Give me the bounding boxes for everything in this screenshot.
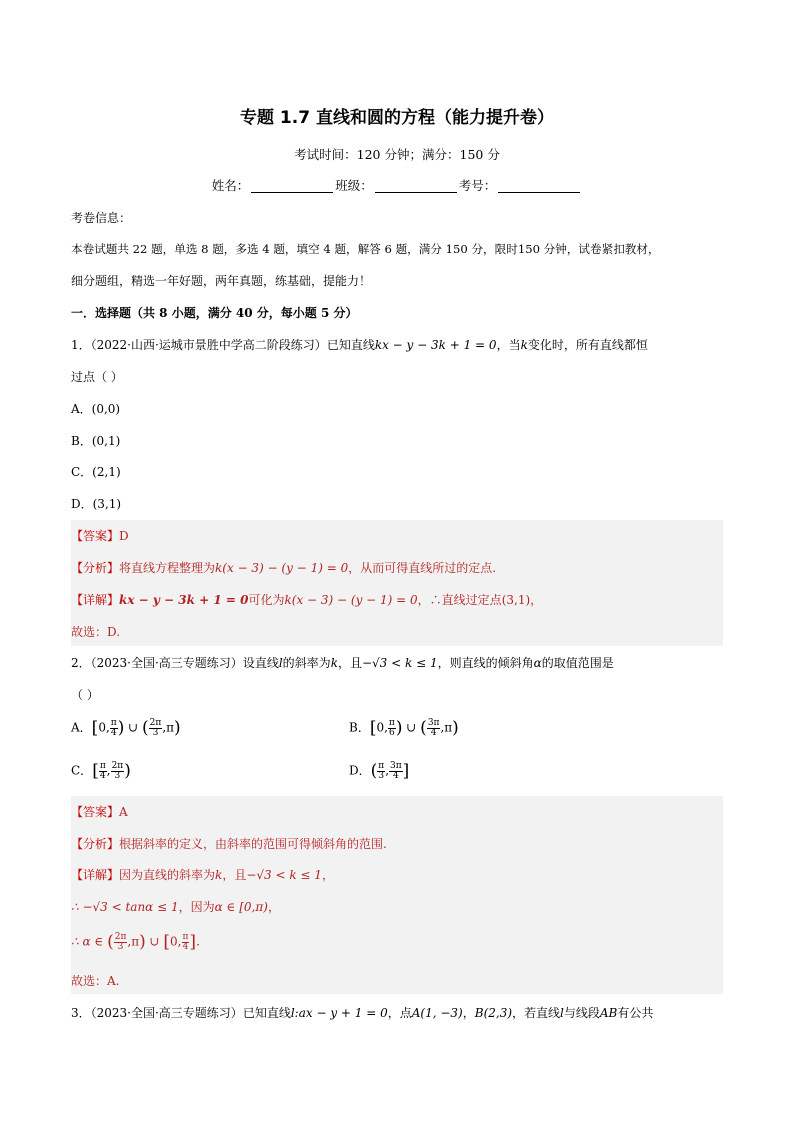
name-blank[interactable] [251,179,333,193]
q1-choose: 故选：D. [71,625,121,639]
q1-option-c[interactable]: C．(2,1) [71,465,121,479]
q3-var: l [560,1006,564,1020]
analysis-label: 【分析】 [71,561,120,575]
class-blank[interactable] [375,179,457,193]
detail-eq: k(x − 3) − (y − 1) = 0 [284,593,418,607]
q3-equation: l:ax − y + 1 = 0 [290,1006,388,1020]
q1-source: （2022·山西·运城市景胜中学高二阶段练习） [90,338,327,352]
detail-text: ， [530,593,543,607]
q2-detail-2 [71,898,280,915]
detail-point: (3,1) [501,593,531,607]
option-label: A． [71,720,92,735]
q2-text: 设直线 [242,656,279,670]
q2-option-a[interactable]: A．[0, $\frac{\pi}{4}$ ) ∪ ( $\frac{2\pi}{3}$ ,π) [71,717,181,738]
q1-analysis [71,559,496,576]
detail-text: ，∴直线过定点 [417,593,502,607]
q2-choose: 故选：A. [71,974,120,988]
q1-option-d[interactable]: D．(3,1) [71,497,122,511]
q3-stem [71,1004,653,1021]
q1-answer-box [71,520,723,646]
exam-info-line-2: 细分题组，精选一年好题，两年真题，练基础，提能力！ [71,274,372,288]
q1-option-a[interactable]: A．(0,0) [71,402,121,416]
q2-option-d[interactable]: D．( $\frac{\pi}{3}$ , $\frac{3\pi}{4}$ ] [349,760,410,781]
detail-text: 可化为 [248,593,285,607]
q2-number: 2． [71,656,91,670]
q3-text: ， [462,1006,475,1020]
q1-stem [71,336,648,353]
analysis-text: ，从而可得直线所过的定点. [348,561,497,575]
detail-text: ， [321,868,334,882]
q2-option-c[interactable]: C．[ $\frac{\pi}{4}$ , $\frac{2\pi}{3}$ ) [71,760,131,781]
detail-text: ，因为 [178,900,215,914]
q1-text: 变化时，所有直线都恒 [527,338,648,352]
section-heading: 一．选择题（共 8 小题，满分 40 分，每小题 5 分） [71,306,358,320]
q2-text: 的斜率为 [282,656,331,670]
class-label: 班级： [335,178,373,193]
q1-answer [71,527,129,544]
q1-number: 1． [71,338,91,352]
detail-label: 【详解】 [71,593,120,607]
analysis-text: 将直线方程整理为 [119,561,216,575]
q3-text: 有公共 [617,1006,654,1020]
analysis-eq: k(x − 3) − (y − 1) = 0 [215,561,349,575]
q3-text: ，点 [387,1006,412,1020]
detail-eq: ∴ −√3 < tanα ≤ 1 [71,900,179,914]
detail-label: 【详解】 [71,868,120,882]
q2-source: （2023·全国·高三专题练习） [90,656,243,670]
q3-point-a: A(1, −3) [411,1006,463,1020]
detail-eq: −√3 < k ≤ 1 [246,868,322,882]
q3-source: （2023·全国·高三专题练习） [90,1006,243,1020]
detail-eq: ∴ α ∈ [71,934,104,949]
detail-var: k [215,868,223,882]
analysis-label: 【分析】 [71,837,120,851]
exam-info-label: 考卷信息： [71,211,132,225]
q2-text: 的取值范围是 [541,656,614,670]
q1-detail [71,591,542,608]
q1-stem-2: 过点（ ） [71,370,123,384]
exam-time: 考试时间：120 分钟；满分：150 分 [294,147,500,162]
q2-analysis [71,835,387,852]
answer-value: D [119,529,129,543]
q3-text: 与线段 [563,1006,600,1020]
detail-text: ， [267,900,280,914]
q2-var: l [278,656,283,670]
id-blank[interactable] [498,179,580,193]
q3-text: ，若直线 [512,1006,561,1020]
q2-answer [71,803,128,820]
q3-point-b: B(2,3) [474,1006,513,1020]
q2-text: ，且 [337,656,362,670]
answer-label: 【答案】 [71,529,120,543]
q2-stem [71,654,614,671]
page-title: 专题 1.7 直线和圆的方程（能力提升卷） [240,108,554,128]
q3-number: 3． [71,1006,91,1020]
detail-eq: α ∈ [0,π) [214,900,268,914]
id-label: 考号： [458,178,497,193]
info-fields [0,176,794,194]
exam-info-line-1: 本卷试题共 22 题，单选 8 题，多选 4 题，填空 4 题，解答 6 题，满分 150 分，限时150 分钟，试卷紧扣教材， [71,242,660,256]
q2-var: k [330,656,338,670]
answer-value: A [119,805,128,819]
q3-segment: AB [599,1006,618,1020]
q2-option-b[interactable]: B．[0, $\frac{\pi}{6}$ ) ∪ ( $\frac{3\pi}{4}$ ,π) [349,717,459,738]
q1-equation: kx − y − 3k + 1 = 0 [374,338,497,352]
answer-label: 【答案】 [71,805,120,819]
q2-text: ，则直线的倾斜角 [437,656,534,670]
q2-answer-box [71,796,723,994]
q3-text: 已知直线 [242,1006,291,1020]
q1-text: 已知直线 [326,338,375,352]
option-label: C． [71,763,93,778]
q1-var: k [520,338,528,352]
q2-detail-3: ∴ α ∈ ( $\frac{2\pi}{3}$ ,π) ∪ [0, $\frac{\pi}{4}$ ]. [71,931,200,952]
q1-text: ，当 [496,338,521,352]
q2-stem-2: （ ） [71,688,99,702]
q1-option-b[interactable]: B．(0,1) [71,434,121,448]
detail-text: ，且 [222,868,247,882]
q2-detail [71,866,334,883]
detail-text: 因为直线的斜率为 [119,868,216,882]
name-label: 姓名： [211,178,250,193]
analysis-text: 根据斜率的定义，由斜率的范围可得倾斜角的范围. [119,837,387,851]
q2-inequality: −√3 < k ≤ 1 [361,656,438,670]
option-label: B． [349,720,370,735]
q2-var: α [533,656,542,670]
option-label: D． [349,763,371,778]
detail-eq: kx − y − 3k + 1 = 0 [119,593,249,607]
